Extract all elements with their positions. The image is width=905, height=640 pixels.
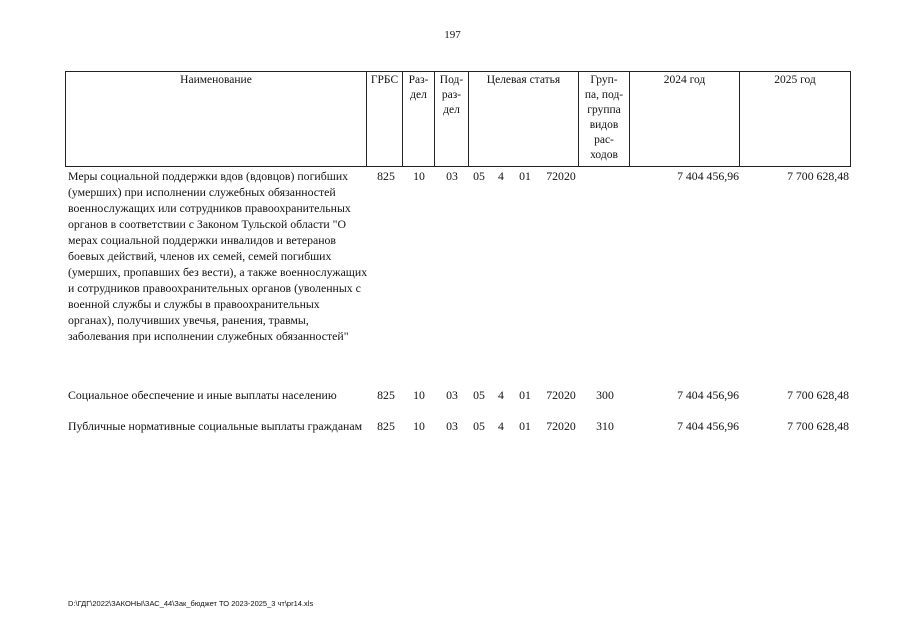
row-amount-2024: 7 404 456,96 — [677, 419, 739, 433]
row-grbs: 825 — [377, 388, 395, 402]
row-target-code: 72020 — [546, 169, 576, 183]
header-grbs: ГРБС — [370, 74, 399, 86]
row-target-code: 72020 — [546, 419, 576, 433]
row-razdel: 10 — [413, 169, 425, 183]
page-number: 197 — [444, 29, 461, 41]
row-name: Меры социальной поддержки вдов (вдовцов) погибших (умерших) при исполнении служебных обязанностей военнослужащих или сотрудников правоохранительных органов в соответствии с Законом Тульской области "О мерах социальной поддержки инвалидов и ветеранов боевых действий, членов их семей, семей погибших (умерших, пропавших без вести), а также военнослужащих и сотрудников правоохранительных органов (уволенных с военной службы и службы в правоохранительных органах), получивших увечья, ранения, травмы, заболевания при исполнении служебных обязанностей" — [68, 169, 368, 343]
header-2025: 2025 год — [774, 74, 816, 86]
row-podrazdel: 03 — [446, 419, 458, 433]
row-target-type: 4 — [498, 169, 504, 183]
row-name: Социальное обеспечение и иные выплаты населению — [68, 388, 337, 402]
table-header — [65, 71, 851, 167]
row-expense-type: 310 — [596, 419, 614, 433]
row-target-type: 4 — [498, 419, 504, 433]
header-razdel: Раз- дел — [408, 74, 429, 101]
row-target-type: 4 — [498, 388, 504, 402]
header-name: Наименование — [180, 74, 252, 86]
row-amount-2025: 7 700 628,48 — [787, 419, 849, 433]
row-target-sub: 01 — [519, 388, 531, 402]
row-target-program: 05 — [473, 169, 485, 183]
row-podrazdel: 03 — [446, 169, 458, 183]
header-podrazdel: Под- раз- дел — [439, 74, 464, 116]
row-grbs: 825 — [377, 419, 395, 433]
row-amount-2025: 7 700 628,48 — [787, 388, 849, 402]
row-target-program: 05 — [473, 419, 485, 433]
row-amount-2025: 7 700 628,48 — [787, 169, 849, 183]
header-target: Целевая статья — [486, 74, 561, 86]
row-expense-type: 300 — [596, 388, 614, 402]
row-target-sub: 01 — [519, 419, 531, 433]
row-target-sub: 01 — [519, 169, 531, 183]
file-path-footer: D:\ГДГ\2022\ЗАКОНЫ\ЗАС_44\Зак_бюджет ТО 2023-2025_3 чт\pr14.xls — [68, 599, 314, 608]
row-podrazdel: 03 — [446, 388, 458, 402]
row-target-program: 05 — [473, 388, 485, 402]
row-grbs: 825 — [377, 169, 395, 183]
header-2024: 2024 год — [663, 74, 706, 86]
row-target-code: 72020 — [546, 388, 576, 402]
row-name: Публичные нормативные социальные выплаты гражданам — [68, 419, 363, 433]
header-vid: Груп- па, под- группа видов рас- ходов — [584, 74, 624, 161]
row-amount-2024: 7 404 456,96 — [677, 169, 739, 183]
row-amount-2024: 7 404 456,96 — [677, 388, 739, 402]
row-razdel: 10 — [413, 419, 425, 433]
row-razdel: 10 — [413, 388, 425, 402]
